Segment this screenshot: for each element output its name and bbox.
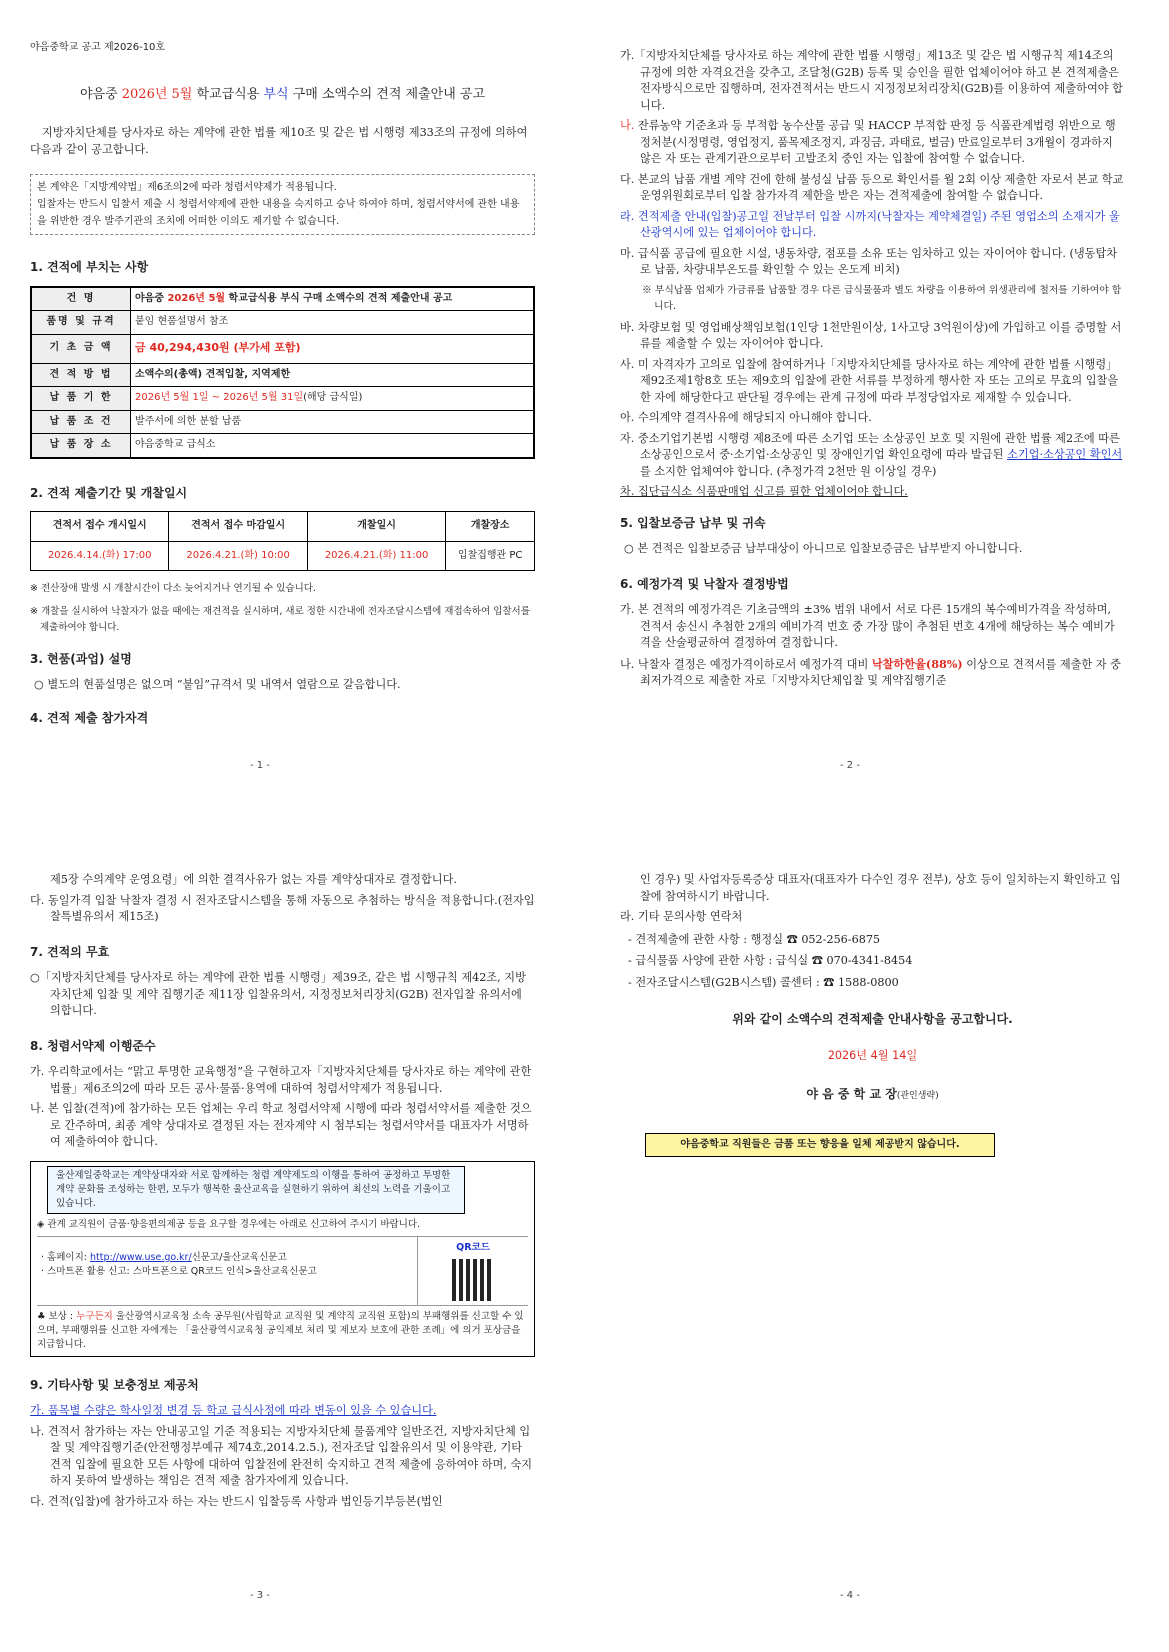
section-8-na: 나. 본 입찰(견적)에 참가하는 모든 업체는 우리 학교 청렴서약제 시행에 따라 청렴서약서를 제출한 것으로 간주하며, 최종 계약 상대자로 결정된 자는 전자계약 시 첨부되는 청렴서약서를 대표자가 서명하여 제출하여야 합니다. [30,1102,532,1148]
section-9-ga: 가. 품목별 수량은 학사일정 변경 등 학교 급식사정에 따라 변동이 있을 수 있습니다. [30,1404,437,1417]
section-9-na: 나. 견적서 참가하는 자는 안내공고일 기준 적용되는 지방자치단체 물품계약 일반조건, 지방자치단체 입찰 및 계약집행기준(안전행정부예규 제74호,2014.2.5.), 전자조달 입찰유의서 및 이용약관, 기타 견적 입찰에 필요한 모든 사항에 대하여 입찰전에 완전히 숙지하고 견적 제출에 응하여야 하며, 숙지하지 못하여 발생하는 책임은 견적 제출 참가자에게 있습니다. [30,1424,533,1487]
report-instruction: ◈ 관계 교직원이 금품·향응편의제공 등을 요구할 경우에는 아래로 신고하여 주시기 바랍니다. [37,1218,421,1230]
section-3-text: ○ 별도의 현품설명은 없으며 “붙임”규격서 및 내역서 열람으로 갈음합니다. [34,678,401,691]
continued-text: 인 경우) 및 사업자등록증상 대표자(대표자가 다수인 경우 전부), 상호 등이 일치하는지 확인하고 입찰에 참여하시기 바랍니다. [640,873,1121,903]
qr-code-icon[interactable] [452,1259,494,1301]
qr-title: QR코드 [456,1241,490,1253]
page-number-3: - 3 - [250,1590,270,1601]
page-3 [30,872,535,1514]
closing-statement: 위와 같이 소액수의 견적제출 안내사항을 공고합니다. [732,1012,1013,1026]
corruption-report-box: 울산제일중학교는 계약상대자와 서로 함께하는 청렴 계약제도의 이행을 통하여 공정하고 투명한 계약 문화를 조성하는 한편, 모두가 행복한 울산교육을 실현하기 위하여 최선의 노력을 기울이고 있습니다. ◈ 관계 교직원이 금품·향응편의제공 등을 요구할 경우에는 아래로 신고하여 주시기 바랍니다. · 홈페이지: http://www.use.go.kr/신문고/울산교육신문고 · 스마트폰 활용 신고: 스마트폰으로 QR코드 인식>울산교육신문고 QR코드 ♣ 보상 : 누구든지 울산광역시교육청 소속 공무원(사립학교 교직원 및 계약직 교직원 포함)의 부패행위를 신고할 수 있으며, 부패행위를 신고한 자에게는 「울산광역시교육청 공익제보 처리 및 제보자 보호에 관한 조례」에 의거 포상금을 지급합니다. [30,1161,535,1357]
section-1-title: 1. 견적에 부치는 사항 [30,260,149,274]
section-9-title: 9. 기타사항 및 보충정보 제공처 [30,1377,199,1392]
document-number: 야음중학교 공고 제2026-10호 [30,42,166,53]
homepage-link[interactable]: http://www.use.go.kr/ [89,1251,192,1263]
contact-admin: - 견적제출에 관한 사항 : 행정실 ☎ 052-256-6875 [628,932,881,946]
intro-text: 지방자치단체를 당사자로 하는 계약에 관한 법률 제10조 및 같은 법 시행령 제33조의 규정에 의하여 다음과 같이 공고합니다. [30,126,528,156]
page-2 [620,48,1125,694]
contact-g2b: - 전자조달시스템(G2B시스템) 콜센터 : ☎ 1588-0800 [628,975,899,989]
qual-na: 나. 잔류농약 기준초과 등 부적합 농수산물 공급 및 HACCP 부적합 판정 등 식품관계법령 위반으로 행정처분(시정명령, 영업정지, 품목제조정지, 과징금, 과태료, 벌금) 만료일로부터 3개월이 경과하지 않은 자 또는 관계기관으로부터 고발조치 중인 자는 입찰에 참여할 수 없습니다. [620,119,1116,165]
qual-ga: 가.「지방자치단체를 당사자로 하는 계약에 관한 법률 시행령」제13조 및 같은 법 시행규칙 제14조의 규정에 의한 자격요건을 갖추고, 조달청(G2B) 등록 및 승인을 필한 업체이어야 하고 본 견적제출은 전자방식으로만 집행하며, 전자견적서는 반드시 지정정보처리장치(G2B)를 이용하여 제출하여야 합니다. [620,49,1123,112]
qual-ba: 바. 차량보험 및 영업배상책임보험(1인당 1천만원이상, 1사고당 3억원이상)에 가입하고 이를 증명할 서류를 제출할 수 있는 자이어야 합니다. [620,320,1122,350]
note-outage: ※ 전산장애 발생 시 개찰시간이 다소 늦어지거나 연기될 수 있습니다. [30,583,316,594]
qual-ma-note: ※ 부식납품 업체가 가금류를 납품할 경우 다른 급식물품과 별도 차량을 이용하여 위생관리에 철저를 기하여야 합니다. [642,284,1122,312]
signer: 야 음 중 학 교 장 [806,1087,897,1101]
schedule-table: 견적서 접수 개시일시 견적서 접수 마감일시 개찰일시 개찰장소 2026.4.14.(화) 17:00 2026.4.21.(화) 10:00 2026.4.21.(화) 11:00 입찰집행관 PC [30,511,535,571]
section-5-text: ○ 본 견적은 입찰보증금 납부대상이 아니므로 입찰보증금은 납부받지 아니합니다. [624,542,1023,555]
qual-a: 아. 수의계약 결격사유에 해당되지 아니해야 합니다. [620,411,872,424]
section-6-na: 나. 낙찰자 결정은 예정가격이하로서 예정가격 대비 낙찰하한율(88%) 이상으로 견적서를 제출한 자 중 최저가격으로 제출한 자로「지방자치단체입찰 및 계약집행기준 [620,656,1121,687]
qual-sa: 사. 미 자격자가 고의로 입찰에 참여하거나「지방자치단체를 당사자로 하는 계약에 관한 법률 시행령」제92조제1항8호 또는 제9호의 입찰에 관한 서류를 부정하게 행사한 자 또는 고의로 무효의 입찰을 한 자에 해당한다고 판단될 경우에는 관계 규정에 따라 부정당업자로 제재할 수 있습니다. [620,357,1119,404]
section-9-ra: 라. 기타 문의사항 연락처 [620,910,743,923]
page-number-4: - 4 - [840,1590,860,1601]
section-5-title: 5. 입찰보증금 납부 및 귀속 [620,515,766,530]
section-6-ga: 가. 본 견적의 예정가격은 기초금액의 ±3% 범위 내에서 서로 다른 15개의 복수예비가격을 작성하며, 견적서 송신시 추첨한 2개의 예비가격 번호 중 가장 많이 추첨된 번호 4개에 해당하는 복수 예비가격을 산술평균하여 결정하여 결정합니다. [620,603,1115,649]
no-gifts-notice: 야음중학교 직원들은 금품 또는 향응을 일체 제공받지 않습니다. [645,1133,995,1158]
section-2-title: 2. 견적 제출기간 및 개찰일시 [30,485,188,500]
section-6-title: 6. 예정가격 및 낙찰자 결정방법 [620,576,789,591]
qual-ma: 마. 급식품 공급에 필요한 시설, 냉동차량, 점포를 소유 또는 임차하고 있는 자이어야 합니다. (냉동탑차로 납품, 차량내부온도를 확인할 수 있는 온도계 비치) [620,246,1118,276]
page-title: 야음중 2026년 5월 학교급식용 부식 구매 소액수의 견적 제출안내 공고 [79,86,486,102]
reward-text: ♣ 보상 : 누구든지 울산광역시교육청 소속 공무원(사립학교 교직원 및 계약직 교직원 포함)의 부패행위를 신고할 수 있으며, 부패행위를 신고한 자에게는 「울산광역시교육청 공익제보 처리 및 제보자 보호에 관한 조례」에 의거 포상금을 지급합니다. [37,1310,524,1350]
section-8-ga: 가. 우리학교에서는 “맑고 투명한 교육행정”을 구현하고자「지방자치단체를 당사자로 하는 계약에 관한 법률」제6조의2에 따라 모든 공사·물품·용역에 대하여 청렴서약제가 적용됩니다. [30,1065,532,1095]
integrity-notice-box: 본 계약은「지방계약법」제6조의2에 따라 청렴서약제가 적용됩니다. 입찰자는 반드시 입찰서 제출 시 청렴서약제에 관한 내용을 숙지하고 승낙 하여야 하며, 청렴서약서에 관한 내용을 위반한 경우 발주기관의 조치에 어떠한 이의도 제기할 수 없습니다. [30,174,535,235]
qual-ra: 라. 견적제출 안내(입찰)공고일 전날부터 입찰 시까지(낙찰자는 계약체결일) 주된 영업소의 소재지가 울산광역시에 있는 업체이어야 합니다. [620,209,1120,239]
continued-text: 제5장 수의계약 운영요령」에 의한 결격사유가 없는 자를 계약상대자로 결정합니다. [50,873,457,886]
note-rebid: ※ 개찰을 실시하여 낙찰자가 없을 때에는 재견적을 실시하며, 새로 정한 시간내에 전자조달시스템에 재접속하여 입찰서를 제출하여야 합니다. [30,605,530,633]
page-number-2: - 2 - [840,760,860,771]
contact-cafeteria: - 급식물품 사양에 관한 사항 : 급식실 ☎ 070-4341-8454 [628,954,913,967]
page-number-1: - 1 - [250,760,270,771]
section-7-title: 7. 견적의 무효 [30,944,110,959]
bid-details-table: 건 명 야음중 2026년 5월 학교급식용 부식 구매 소액수의 견적 제출안내 공고 품명 및 규격 붙임 현품설명서 참조 기 초 금 액 금 40,294,430원 (부가세 포함) 견 적 방 법 소액수의(총액) 견적입찰, 지역제한 납 품 기 한 2026년 5월 1일 ~ 2026년 5월 31일(해당 급식일) 납 품 조 건 발주서에 의한 분할 납품 납 품 장 소 야음중학교 급식소 [30,286,535,459]
page-4: 인 경우) 및 사업자등록증상 대표자(대표자가 다수인 경우 전부), 상호 등이 일치하는지 확인하고 입찰에 참여하시기 바랍니다. 라. 기타 문의사항 연락처 - 견적제출에 관한 사항 : 행정실 ☎ 052-256-6875 - 급식물품 사양에 관한 사항 : 급식실 ☎ 070-4341-8454 - 전자조달시스템(G2B시스템) 콜센터 : ☎ 1588-0800 위와 같이 소액수의 견적제출 안내사항을 공고합니다. 2026년 4월 14일 야 음 중 학 교 장(관인생략) 야음중학교 직원들은 금품 또는 향응을 일체 제공받지 않습니다. [620,872,1125,1157]
smartphone-report: · 스마트폰 활용 신고: 스마트폰으로 QR코드 인식>울산교육신문고 [41,1265,317,1277]
section-6-da: 다. 동일가격 입찰 낙찰자 결정 시 전자조달시스템을 통해 자동으로 추첨하는 방식을 적용합니다.(전자입찰특별유의서 제15조) [30,893,535,923]
page-1 [30,40,535,736]
integrity-statement: 울산제일중학교는 계약상대자와 서로 함께하는 청렴 계약제도의 이행을 통하여 공정하고 투명한 계약 문화를 조성하는 한편, 모두가 행복한 울산교육을 실현하기 위하여 최선의 노력을 기울이고 있습니다. [47,1166,465,1214]
section-9-da: 다. 견적(입찰)에 참가하고자 하는 자는 반드시 입찰등록 사항과 법인등기부등본(법인 [30,1494,443,1508]
section-8-title: 8. 청렴서약제 이행준수 [30,1038,156,1053]
section-4-title: 4. 견적 제출 참가자격 [30,710,149,725]
section-7-text: ○「지방자치단체를 당사자로 하는 계약에 관한 법률 시행령」제39조, 같은 법 시행규칙 제42조, 지방자치단체 입찰 및 계약 집행기준 제11장 입찰유의서, 지정정보처리장치(G2B) 전자입찰 유의서에 의합니다. [30,971,526,1017]
qual-cha: 차. 집단급식소 식품판매업 신고를 필한 업체이어야 합니다. [620,485,908,498]
section-3-title: 3. 현품(과업) 설명 [30,651,132,666]
qual-da: 다. 본교의 납품 개별 계약 건에 한해 불성실 납품 등으로 확인서를 월 2회 이상 제출한 자로서 본교 학교운영위원회로부터 입찰 참가자격 제한을 받은 자는 견적제출에 참여할 수 없습니다. [620,172,1124,202]
qual-ja: 자. 중소기업기본법 시행령 제8조에 따른 소기업 또는 소상공인 보호 및 지원에 관한 법률 제2조에 따른 소상공인으로서 중·소기업·소상공인 및 장애인기업 확인요령에 따라 발급된 소기업·소상공인 확인서를 소지한 업체여야 합니다. (추정가격 2천만 원 이상일 경우) [620,431,1123,478]
announcement-date: 2026년 4월 14일 [827,1048,918,1062]
